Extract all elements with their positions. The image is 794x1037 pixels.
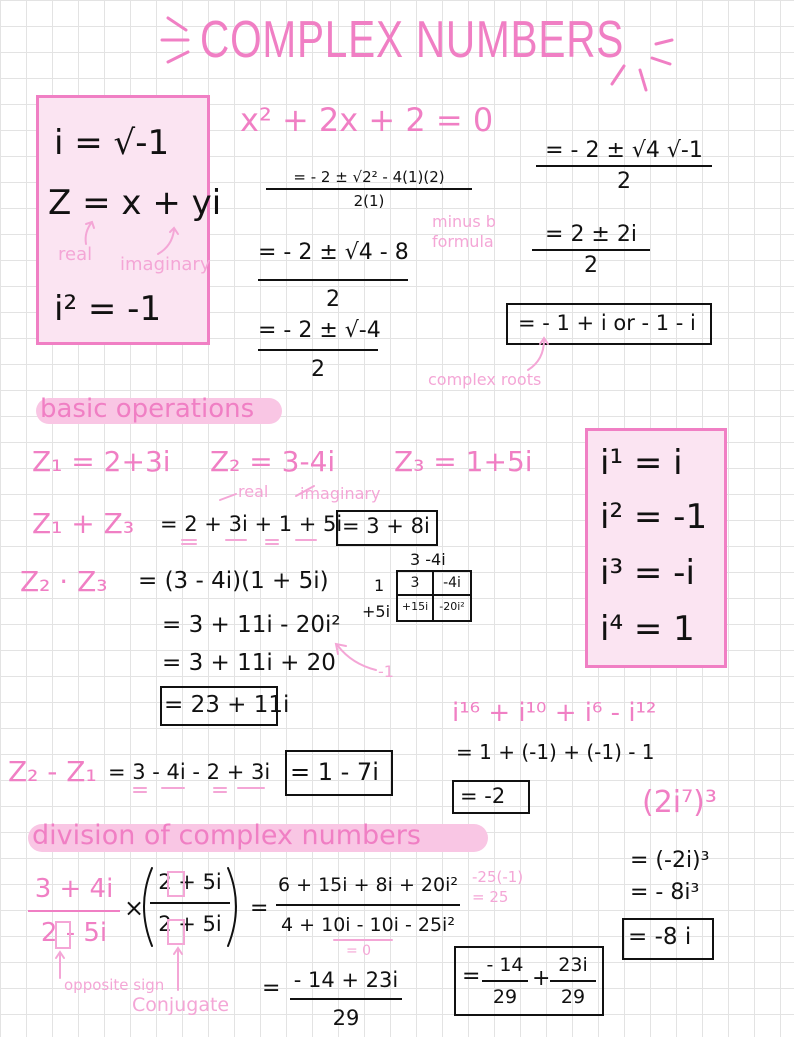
- neg-one-note: -1: [378, 662, 394, 681]
- quadratic-step-2: = - 2 ± √4 - 8 2: [258, 240, 409, 312]
- cube-step-1: = (-2i)³: [630, 848, 710, 873]
- conjugate-fraction: 2 + 5i 2 + 5i: [150, 870, 230, 936]
- addition-result: = 3 + 8i: [342, 514, 430, 538]
- multiplication-step-1: = (3 - 4i)(1 + 5i): [138, 568, 329, 594]
- basic-heading: basic operations: [40, 394, 255, 424]
- subtraction-result: = 1 - 7i: [290, 758, 379, 786]
- power-2: i² = -1: [600, 497, 708, 537]
- cube-expression: (2i⁷)³: [642, 785, 717, 820]
- grid-cell: +15i: [398, 596, 434, 620]
- quadratic-step-1: = - 2 ± √2² - 4(1)(2) 2(1): [266, 168, 472, 210]
- grid-left-1: 1: [374, 576, 385, 595]
- power-sum-expression: i¹⁶ + i¹⁰ + i⁶ - i¹²: [452, 698, 657, 728]
- addition-lhs: Z₁ + Z₃: [32, 507, 135, 540]
- division-equals-1: =: [250, 896, 269, 921]
- division-step-2: - 14 + 23i 29: [290, 968, 402, 1030]
- zero-note: = 0: [346, 943, 372, 959]
- grid-left-2: +5i: [362, 602, 391, 621]
- multiplication-result: = 23 + 11i: [164, 692, 290, 718]
- opposite-sign-note: opposite sign: [64, 976, 165, 994]
- power-1: i¹ = i: [600, 443, 683, 483]
- cube-result: = -8 i: [628, 924, 692, 950]
- z3-definition: Z₃ = 1+5i: [394, 445, 533, 478]
- division-step-1: 6 + 15i + 8i + 20i² 4 + 10i - 10i - 25i²: [276, 874, 460, 936]
- division-result-equals: =: [462, 964, 481, 989]
- side-note-2: = 25: [472, 888, 509, 906]
- addition-rhs: = 2 + 3i + 1 + 5i: [160, 512, 343, 536]
- real-label: real: [58, 244, 93, 265]
- quadratic-step-4: = - 2 ± √4 √-1 2: [536, 138, 712, 194]
- imaginary-label: imaginary: [120, 254, 211, 275]
- i-squared-definition: i² = -1: [54, 289, 162, 329]
- power-3: i³ = -i: [600, 553, 695, 593]
- grid-cell: -20i²: [439, 600, 465, 613]
- quadratic-step-5: = 2 ± 2i 2: [532, 222, 650, 278]
- z2-real-label: real: [238, 482, 269, 501]
- division-result-real: - 14 29: [482, 954, 528, 1008]
- quadratic-step-3: = - 2 ± √-4 2: [258, 318, 381, 382]
- power-sum-result: = -2: [460, 784, 506, 808]
- z2-definition: Z₂ = 3-4i: [210, 445, 336, 478]
- quadratic-result: = - 1 + i or - 1 - i: [518, 311, 696, 335]
- multiplication-step-2: = 3 + 11i - 20i²: [162, 612, 341, 638]
- z1-definition: Z₁ = 2+3i: [32, 445, 171, 478]
- subtraction-lhs: Z₂ - Z₁: [8, 755, 97, 788]
- roots-note: complex roots: [428, 370, 542, 389]
- power-sum-step: = 1 + (-1) + (-1) - 1: [456, 740, 655, 764]
- division-equals-2: =: [262, 976, 281, 1001]
- power-4: i⁴ = 1: [600, 609, 695, 649]
- subtraction-rhs: = 3 - 4i - 2 + 3i: [108, 760, 271, 784]
- division-heading: division of complex numbers: [32, 820, 421, 851]
- formula-note: minus b formula: [432, 212, 496, 251]
- multiplication-lhs: Z₂ · Z₃: [20, 565, 108, 598]
- quadratic-equation: x² + 2x + 2 = 0: [240, 101, 494, 139]
- i-definition: i = √-1: [54, 123, 170, 163]
- z-definition: Z = x + yi: [48, 183, 222, 223]
- division-result-plus: +: [532, 966, 551, 991]
- side-note-1: -25(-1): [472, 868, 524, 886]
- division-fraction: 3 + 4i 2 - 5i: [28, 874, 120, 948]
- times-sign: ×: [124, 894, 145, 922]
- grid-cell: -4i: [434, 572, 470, 596]
- division-result-imaginary: 23i 29: [550, 954, 596, 1008]
- conjugate-note: Conjugate: [132, 994, 230, 1016]
- multiplication-step-3: = 3 + 11i + 20: [162, 650, 336, 676]
- cube-step-2: = - 8i³: [630, 880, 700, 905]
- z2-imaginary-label: imaginary: [300, 484, 381, 503]
- grid-top-label: 3 -4i: [410, 550, 446, 569]
- page-title: COMPLEX NUMBERS: [200, 11, 625, 69]
- grid-cell: 3: [398, 572, 434, 596]
